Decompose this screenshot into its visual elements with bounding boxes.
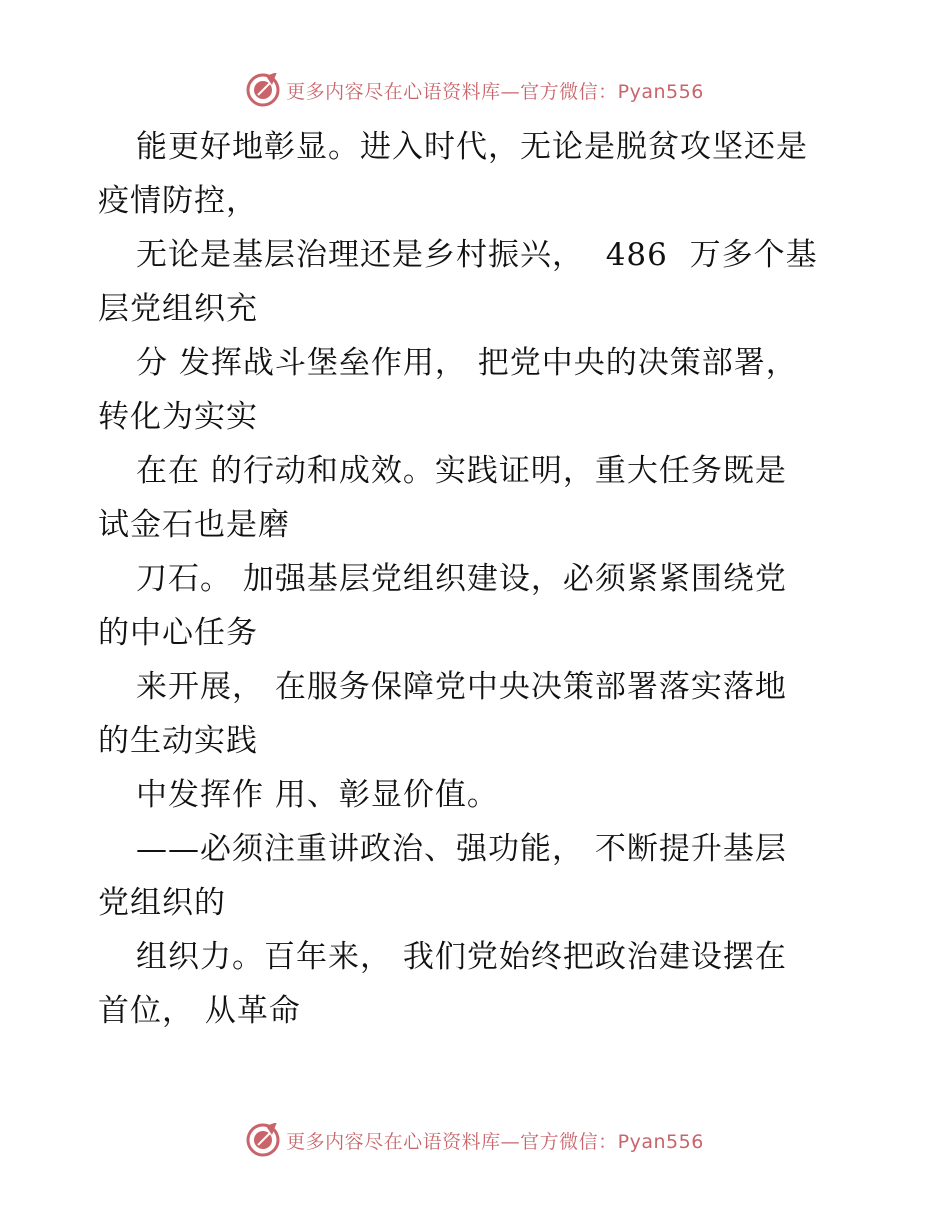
text-line: 刀石。 加强基层党组织建设，必须紧紧围绕党 (136, 561, 787, 597)
text-line: 转化为实实 (98, 399, 258, 435)
header-watermark (0, 70, 950, 110)
watermark-text: 更多内容尽在心语资料库—官方微信：Pyan556 (286, 80, 704, 103)
text-line: 党组织的 (98, 885, 226, 921)
text-line: 来开展， 在服务保障党中央决策部署落实落地 (136, 669, 787, 705)
text-line: ——必须注重讲政治、强功能， 不断提升基层 (136, 831, 787, 867)
text-line: 能更好地彰显。进入时代，无论是脱贫攻坚还是 (136, 129, 808, 165)
text-line: 在在 的行动和成效。实践证明，重大任务既是 (136, 453, 787, 489)
footer-watermark (0, 1120, 950, 1160)
text-line: 的生动实践 (98, 723, 258, 759)
text-line: 层党组织充 (98, 291, 258, 327)
pen-logo-icon (246, 73, 280, 107)
watermark-text: 更多内容尽在心语资料库—官方微信：Pyan556 (286, 1130, 704, 1153)
text-line: 中发挥作 用、彰显价值。 (136, 777, 499, 813)
document-body (98, 120, 868, 1038)
text-line: 首位， 从革命 (98, 993, 301, 1029)
text-line: 分 发挥战斗堡垒作用， 把党中央的决策部署， (136, 345, 798, 381)
text-line: 的中心任务 (98, 615, 258, 651)
text-line: 无论是基层治理还是乡村振兴， 486 万多个基 (136, 237, 818, 273)
text-line: 试金石也是磨 (98, 507, 290, 543)
pen-logo-icon (246, 1123, 280, 1157)
text-line: 疫情防控， (98, 183, 258, 219)
text-line: 组织力。百年来， 我们党始终把政治建设摆在 (136, 939, 787, 975)
